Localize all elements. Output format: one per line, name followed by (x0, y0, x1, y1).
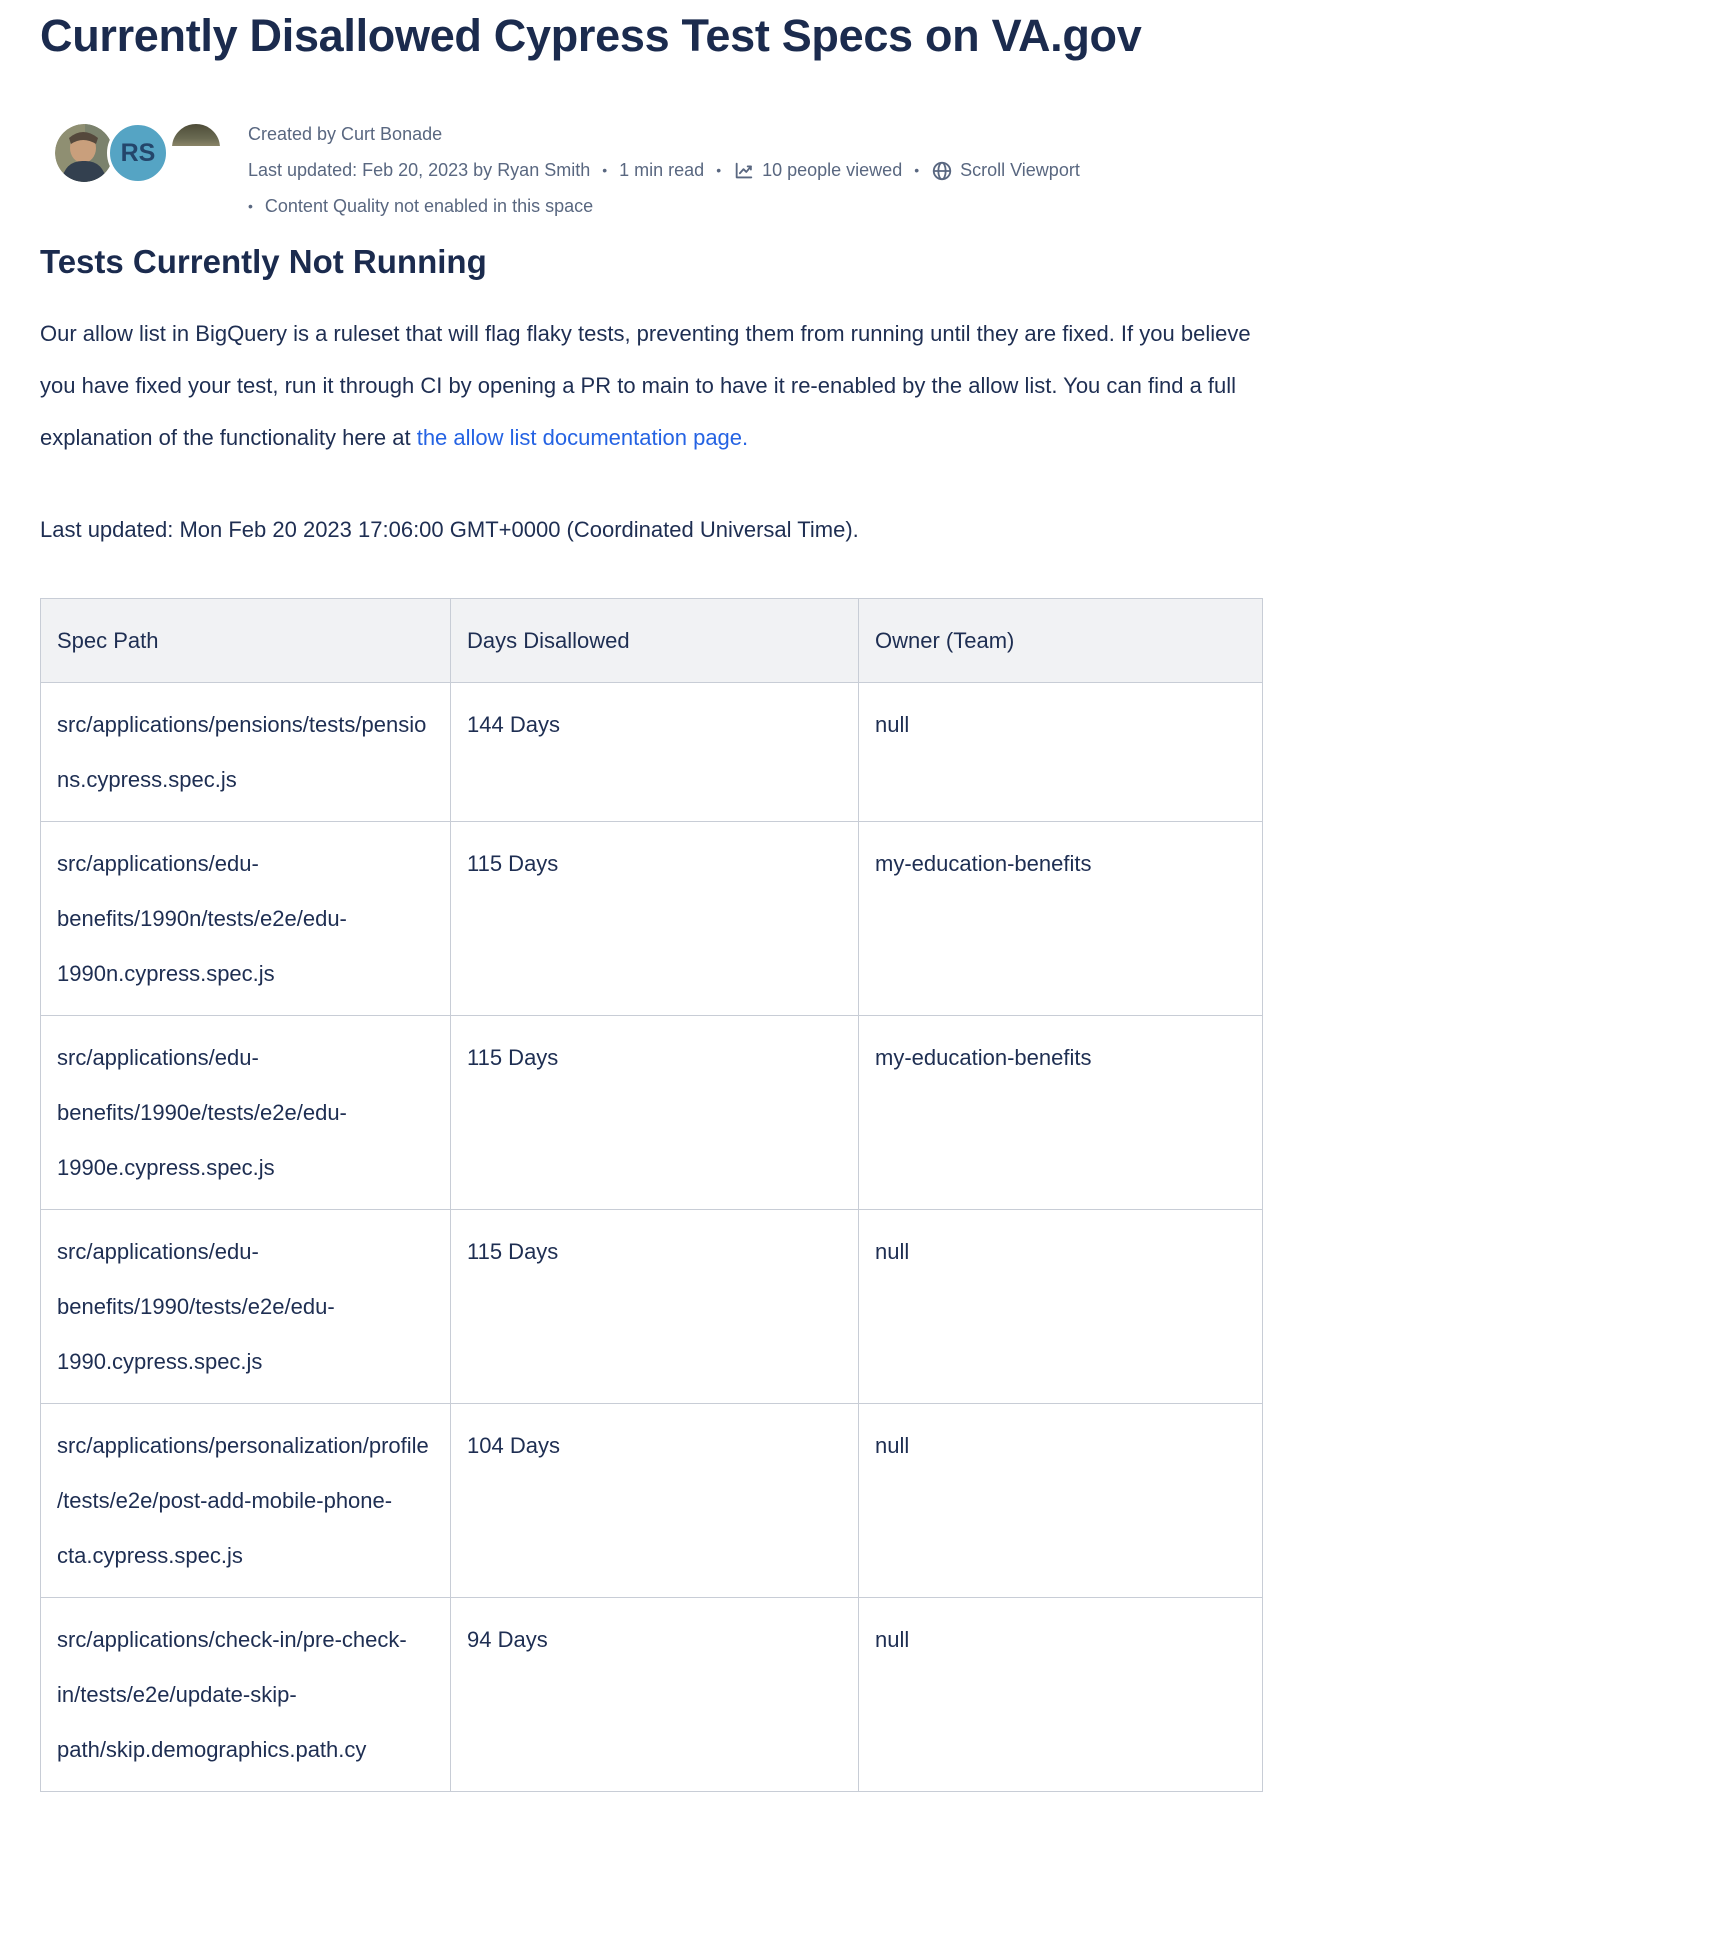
days-disallowed-cell: 144 Days (451, 683, 859, 822)
last-updated-line (248, 152, 1080, 188)
table-row (41, 683, 1263, 822)
content-quality-line (248, 188, 1080, 224)
scroll-viewport-link[interactable]: Scroll Viewport (960, 160, 1080, 180)
table-last-updated-text: Last updated: Mon Feb 20 2023 17:06:00 GMT+0000 (Coordinated Universal Time). (40, 517, 859, 542)
analytics-trend-icon (733, 160, 755, 182)
days-disallowed-cell: 94 Days (451, 1598, 859, 1792)
created-by-line (248, 116, 1080, 152)
avatar-stack (55, 122, 245, 184)
people-viewed-link[interactable]: 10 people viewed (762, 160, 903, 180)
table-row (41, 822, 1263, 1016)
spec-path-cell: src/applications/personalization/profile/tests/e2e/post-add-mobile-phone-cta.cypress.spec.js (41, 1404, 451, 1598)
avatar-initials-text: RS (120, 138, 156, 167)
spec-path-header: Spec Path (41, 599, 451, 683)
spec-path-cell: src/applications/edu-benefits/1990n/tests/e2e/edu-1990n.cypress.spec.js (41, 822, 451, 1016)
table-header-row (41, 599, 1263, 683)
page-title: Currently Disallowed Cypress Test Specs on VA.gov (40, 10, 1142, 61)
read-time-text: 1 min read (619, 160, 705, 180)
avatar-initials[interactable] (107, 122, 169, 184)
globe-icon (931, 160, 953, 182)
separator-dot: • (914, 162, 920, 178)
table-row (41, 1210, 1263, 1404)
table-row (41, 1598, 1263, 1792)
owner-cell: my-education-benefits (859, 822, 1263, 1016)
byline (40, 122, 1262, 242)
allow-list-doc-link[interactable]: the allow list documentation page. (416, 425, 749, 450)
owner-cell: my-education-benefits (859, 1016, 1263, 1210)
disallowed-specs-table (40, 598, 1263, 1792)
days-disallowed-cell: 115 Days (451, 1210, 859, 1404)
intro-paragraph-text: Our allow list in BigQuery is a ruleset that will flag flaky tests, preventing them from running until they are fixed. If you believe you have fixed your test, run it through CI by opening a PR to main to have it re-enabled by the allow list. You can find a full explanation of the functionality here at (40, 321, 1251, 450)
owner-cell: null (859, 1210, 1263, 1404)
owner-cell: null (859, 683, 1263, 822)
owner-cell: null (859, 1598, 1263, 1792)
owner-team-header: Owner (Team) (859, 599, 1263, 683)
separator-dot: • (248, 198, 253, 214)
days-disallowed-cell: 115 Days (451, 1016, 859, 1210)
intro-paragraph (40, 308, 1262, 464)
avatar-partial-photo[interactable] (169, 121, 223, 175)
section-heading: Tests Currently Not Running (40, 243, 487, 280)
separator-dot: • (716, 162, 722, 178)
last-updated-text: Last updated: Feb 20, 2023 by Ryan Smith (248, 160, 591, 180)
owner-cell: null (859, 1404, 1263, 1598)
created-by-text: Created by Curt Bonade (248, 124, 443, 144)
days-disallowed-cell: 104 Days (451, 1404, 859, 1598)
table-row (41, 1016, 1263, 1210)
avatar-author-photo[interactable] (55, 124, 113, 182)
content-quality-text: Content Quality not enabled in this space (264, 196, 594, 216)
page-content (40, 0, 1262, 1792)
days-disallowed-header: Days Disallowed (451, 599, 859, 683)
spec-path-cell: src/applications/check-in/pre-check-in/tests/e2e/update-skip-path/skip.demographics.path.cy (41, 1598, 451, 1792)
table-row (41, 1404, 1263, 1598)
byline-text (248, 116, 1080, 224)
spec-path-cell: src/applications/edu-benefits/1990/tests/e2e/edu-1990.cypress.spec.js (41, 1210, 451, 1404)
spec-path-cell: src/applications/edu-benefits/1990e/tests/e2e/edu-1990e.cypress.spec.js (41, 1016, 451, 1210)
spec-path-cell: src/applications/pensions/tests/pensions.cypress.spec.js (41, 683, 451, 822)
separator-dot: • (602, 162, 608, 178)
days-disallowed-cell: 115 Days (451, 822, 859, 1016)
